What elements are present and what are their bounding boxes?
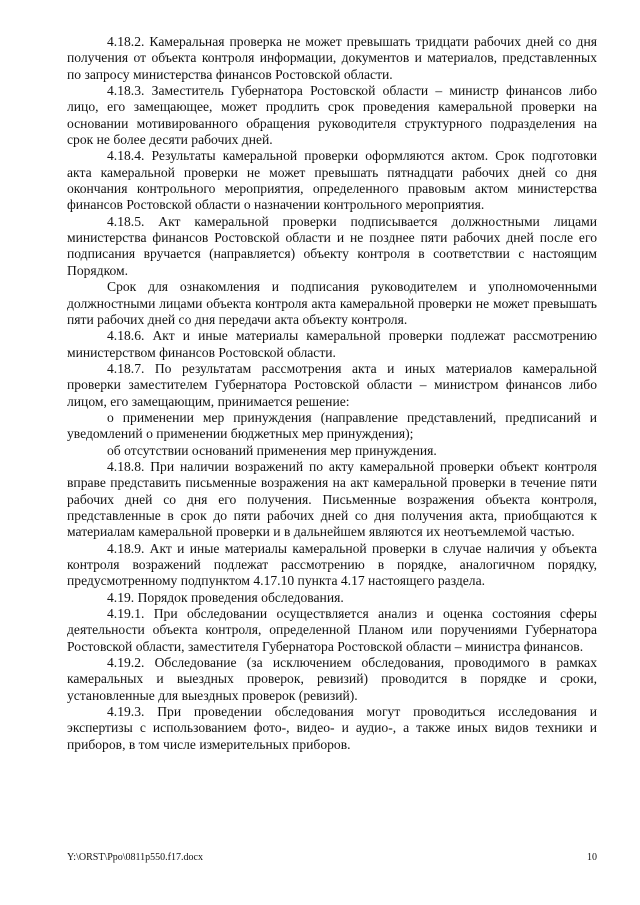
paragraph-4-18-7: 4.18.7. По результатам рассмотрения акта и иных материалов камеральной проверки заместителем Губернатора Ростовской области – министром финансов либо лицом, его замещающим, принимается решение: [67, 360, 597, 409]
paragraph-4-19: 4.19. Порядок проведения обследования. [107, 589, 344, 605]
paragraph-review-period: Срок для ознакомления и подписания руководителем и уполномоченными должностными лицами объекта контроля акта камеральной проверки не может превышать пяти рабочих дней со дня передачи акта объекту контроля. [67, 279, 597, 327]
paragraph-4-18-8: 4.18.8. При наличии возражений по акту камеральной проверки объект контроля вправе представить письменные возражения на акт камеральной проверки в течение пяти рабочих дней со дня его получения. Письменные возражения объекта контроля, представленные в срок до пяти рабочих дней со дня получения акта, приобщаются к материалам камеральной проверки и в дальнейшем являются их неотъемлемой частью. [67, 458, 597, 540]
paragraph-4-19-3: 4.19.3. При проведении обследования могут проводиться исследования и экспертизы с использованием фото-, видео- и аудио-, а также иных видов техники и приборов, в том числе измерительных приборов. [67, 704, 597, 752]
paragraph-4-18-3: 4.18.3. Заместитель Губернатора Ростовской области – министр финансов либо лицо, его замещающее, может продлить срок проведения камеральной проверки на основании мотивированного обращения руководителя структурного подразделения на срок не более десяти рабочих дней. [67, 83, 597, 148]
paragraph-4-19-2: 4.19.2. Обследование (за исключением обследования, проводимого в рамках камеральных и выездных проверок, ревизий) проводится в порядке и сроки, установленные для выездных проверок (ревизий). [67, 655, 597, 703]
paragraph-4-19-1: 4.19.1. При обследовании осуществляется анализ и оценка состояния сферы деятельности объекта контроля, определенной Планом или поручениями Губернатора Ростовской области, заместителя Губернатора Ростовской области – министра финансов. [67, 606, 597, 654]
paragraph-4-18-4: 4.18.4. Результаты камеральной проверки оформляются актом. Срок подготовки акта камеральной проверки не может превышать пятнадцати рабочих дней со дня окончания контрольного мероприятия, определенного правовым актом министерства финансов Ростовской области о назначении контрольного мероприятия. [67, 148, 597, 213]
page-footer [67, 852, 597, 864]
paragraph-no-enforcement: об отсутствии оснований применения мер принуждения. [107, 442, 437, 458]
paragraph-4-18-2: 4.18.2. Камеральная проверка не может превышать тридцати рабочих дней со дня получения от объекта контроля информации, документов и материалов, представленных по запросу министерства финансов Ростовской области. [67, 34, 597, 82]
paragraph-4-18-5: 4.18.5. Акт камеральной проверки подписывается должностными лицами министерства финансов Ростовской области и не позднее пяти рабочих дней после его подписания вручается (направляется) объекту контроля в соответствии с настоящим Порядком. [67, 213, 597, 278]
paragraph-enforcement-measures: о применении мер принуждения (направление представлений, предписаний и уведомлений о применении бюджетных мер принуждения); [67, 409, 597, 442]
footer-page-number: 10 [587, 852, 597, 863]
document-body [67, 34, 597, 753]
paragraph-4-18-6: 4.18.6. Акт и иные материалы камеральной проверки подлежат рассмотрению министерством финансов Ростовской области. [67, 328, 597, 360]
footer-file-path: Y:\ORST\Ppo\0811p550.f17.docx [67, 852, 203, 863]
paragraph-4-18-9: 4.18.9. Акт и иные материалы камеральной проверки в случае наличия у объекта контроля возражений подлежат рассмотрению в порядке, аналогичном порядку, предусмотренному подпунктом 4.17.10 пункта 4.17 настоящего раздела. [67, 540, 597, 589]
